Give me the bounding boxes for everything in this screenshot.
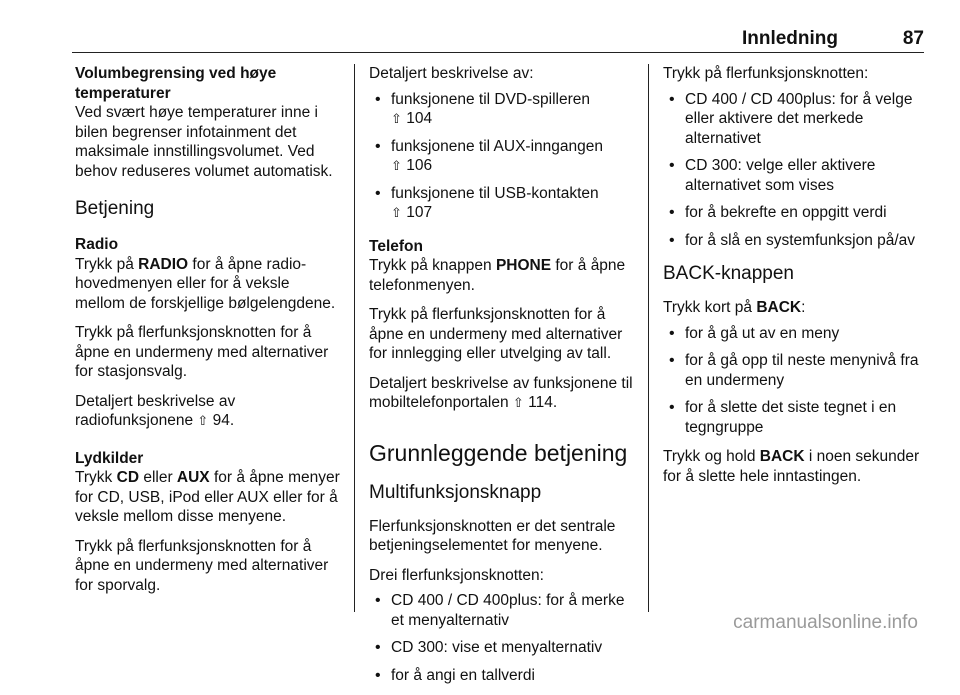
page-reference-arrow-icon: ⇧ xyxy=(391,205,402,220)
page-reference-arrow-icon: ⇧ xyxy=(197,413,209,428)
column-divider xyxy=(354,64,355,612)
heading-volume-limit: Volumbegrensing ved høye temperaturer xyxy=(75,65,277,102)
key-back-hold: BACK xyxy=(759,448,805,465)
list-item: • CD 300: vise et menyalternativ xyxy=(369,638,634,658)
paragraph-telefon-submenu: Trykk på flerfunksjonsknotten for å åpne en undermeny med alternativer for innlegging eller utvelging av tall. xyxy=(369,306,623,362)
key-cd: CD xyxy=(116,469,140,486)
page-reference: 94 xyxy=(212,412,230,429)
page-reference: 114 xyxy=(528,394,553,411)
section-title: Innledning xyxy=(741,28,838,49)
paragraph-radio: Trykk på RADIO for å åpne radio-hovedmenyen eller for å veksle mellom de forskjellige bølgelengdene. xyxy=(75,255,336,312)
key-aux: AUX xyxy=(176,469,210,486)
page-reference-arrow-icon: ⇧ xyxy=(391,158,402,173)
paragraph-back-hold: Trykk og hold BACK i noen sekunder for å slette hele inntastingen. xyxy=(663,448,920,485)
list-item: • funksjonene til AUX-inngangen ⇧ 106 xyxy=(369,137,634,176)
column-divider xyxy=(648,64,649,612)
heading-multifunksjon: Multifunksjonsknapp xyxy=(369,481,542,503)
key-phone: PHONE xyxy=(495,257,552,274)
list-item: • for å gå opp til neste menynivå fra en undermeny xyxy=(663,351,933,390)
paragraph-lydkilder: Trykk CD eller AUX for å åpne menyer for CD, USB, iPod eller AUX eller for å veksle mellom disse menyene. xyxy=(75,469,340,525)
column-2 xyxy=(369,64,634,695)
paragraph-radio-reference: Detaljert beskrivelse av radiofunksjonene ⇧ 94. xyxy=(75,392,236,429)
list-item: • for å slette det siste tegnet i en tegngruppe xyxy=(663,398,933,437)
list-drei xyxy=(369,591,634,685)
paragraph-back: Trykk kort på BACK: xyxy=(663,299,806,316)
heading-betjening: Betjening xyxy=(75,198,155,219)
key-radio: RADIO xyxy=(138,255,189,273)
paragraph-radio-submenu: Trykk på flerfunksjonsknotten for å åpne en undermeny med alternativer for stasjonsvalg. xyxy=(75,324,329,380)
paragraph-multifunksjon: Flerfunksjonsknotten er det sentrale betjeningselementet for menyene. xyxy=(369,517,616,554)
page-reference-arrow-icon: ⇧ xyxy=(391,111,402,126)
list-item: • for å slå en systemfunksjon på/av xyxy=(663,231,933,251)
list-item: • CD 300: velge eller aktivere alternativet som vises xyxy=(663,156,933,195)
column-1 xyxy=(75,64,340,605)
page-number: 87 xyxy=(902,28,924,49)
list-item: • for å bekrefte en oppgitt verdi xyxy=(663,203,933,223)
heading-grunnleggende: Grunnleggende betjening xyxy=(369,439,628,466)
heading-lydkilder: Lydkilder xyxy=(75,449,144,467)
list-item: • funksjonene til USB-kontakten ⇧ 107 xyxy=(369,184,634,223)
paragraph-lydkilder-submenu: Trykk på flerfunksjonsknotten for å åpne en undermeny med alternativer for sporvalg. xyxy=(75,537,329,594)
watermark: carmanualsonline.info xyxy=(733,612,918,633)
list-detail xyxy=(369,90,634,223)
key-back: BACK xyxy=(756,299,802,316)
paragraph-telefon-reference: Detaljert beskrivelse av funksjonene til mobiltelefonportalen ⇧ 114. xyxy=(369,374,633,411)
list-trykk xyxy=(663,90,933,251)
list-item: • for å angi en tallverdi xyxy=(369,666,634,686)
page-reference-arrow-icon: ⇧ xyxy=(512,395,524,410)
list-item: • CD 400 / CD 400plus: for å merke et menyalternativ xyxy=(369,591,634,630)
list-back xyxy=(663,324,933,438)
list-item: • CD 400 / CD 400plus: for å velge eller aktivere det merkede alternativet xyxy=(663,90,933,149)
page-header xyxy=(72,28,924,53)
heading-radio: Radio xyxy=(75,236,119,253)
column-3 xyxy=(663,64,933,496)
list-item: • funksjonene til DVD-spilleren ⇧ 104 xyxy=(369,90,634,129)
heading-telefon: Telefon xyxy=(369,237,423,255)
paragraph-volume-limit: Ved svært høye temperaturer inne i bilen begrenser infotainment det maksimale innstillingsvolumet. Ved behov reduseres volumet automatisk. xyxy=(75,104,333,180)
paragraph-trykk: Trykk på flerfunksjonsknotten: xyxy=(663,65,869,82)
paragraph-drei: Drei flerfunksjonsknotten: xyxy=(369,566,544,584)
paragraph-detail: Detaljert beskrivelse av: xyxy=(369,65,534,82)
heading-back-knappen: BACK-knappen xyxy=(663,263,794,284)
list-item: • for å gå ut av en meny xyxy=(663,324,933,344)
paragraph-telefon: Trykk på knappen PHONE for å åpne telefonmenyen. xyxy=(369,257,626,294)
